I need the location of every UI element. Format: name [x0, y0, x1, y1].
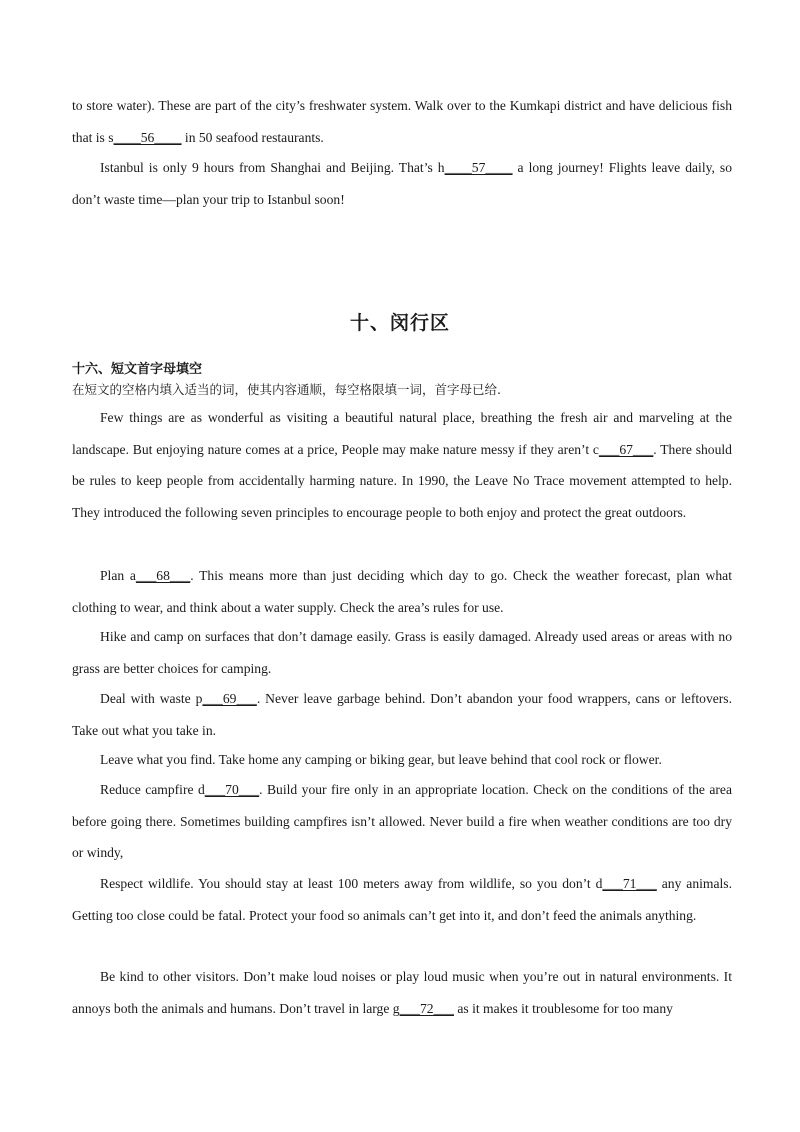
section-instruction: 在短文的空格内填入适当的词，使其内容通顺，每空格限填一词，首字母已给. — [72, 382, 501, 397]
text-segment: Deal with waste p — [100, 691, 203, 706]
passage-paragraph-6 — [72, 774, 732, 869]
blank-71: ___71___ — [602, 876, 657, 891]
passage-paragraph-4 — [72, 683, 732, 746]
section-title: 十六、短文首字母填空 — [72, 362, 203, 377]
text-segment: as it makes it troublesome for too many — [453, 1000, 673, 1016]
text-segment: . Never leave garbage behind. Don’t abandon your food wrappers, cans or leftovers. Take out what you take in. — [72, 691, 732, 738]
district-heading: 十、闵行区 — [349, 312, 450, 334]
continuation-paragraph-1 — [72, 90, 732, 153]
text-segment: Few things are as wonderful as visiting a beautiful natural place, breathing the fresh air and marveling at the landscape. But enjoying nature comes at a price, People may make nature messy if they aren’t c — [72, 410, 732, 457]
blank-57: ____57____ — [444, 160, 513, 175]
blank-70: ___70___ — [204, 782, 260, 797]
text-segment: Plan a — [100, 568, 136, 583]
blank-69: ___69___ — [202, 691, 257, 706]
passage-paragraph-2 — [72, 560, 732, 623]
text-segment: Reduce campfire d — [100, 782, 205, 797]
passage-paragraph-7 — [72, 868, 732, 931]
text-segment: Be kind to other visitors. Don’t make loud noises or play loud music when you’re out in natural environments. It annoys both the animals and humans. Don’t travel in large g — [72, 969, 732, 1016]
text-segment: to store water). These are part of the city’s freshwater system. Walk over to the Kumkapi district and have delicious fish that is s — [72, 98, 732, 145]
text-segment: in 50 seafood restaurants. — [181, 129, 324, 145]
passage-paragraph-1 — [72, 402, 732, 528]
blank-56: ____56____ — [113, 129, 182, 145]
blank-67: ___67___ — [598, 441, 654, 457]
text-segment: . Build your fire only in an appropriate location. Check on the conditions of the area before going there. Sometimes building campfires isn’t allowed. Never build a fire when weather conditions are too dry or windy, — [72, 782, 732, 860]
text-segment: Istanbul is only 9 hours from Shanghai and Beijing. That’s h — [100, 160, 445, 175]
blank-68: ___68___ — [135, 568, 191, 583]
blank-72: ___72___ — [399, 1000, 454, 1016]
passage-paragraph-5: Leave what you find. Take home any camping or biking gear, but leave behind that cool rock or flower. — [100, 752, 662, 767]
text-segment: . There should be rules to keep people from accidentally harming nature. In 1990, the Leave No Trace movement attempted to help. They introduced the following seven principles to encourage people to both enjoy and protect the great outdoors. — [72, 441, 732, 520]
text-segment: . This means more than just deciding which day to go. Check the weather forecast, plan what clothing to wear, and think about a water supply. Check the area’s rules for use. — [72, 568, 732, 615]
text-segment: Respect wildlife. You should stay at least 100 meters away from wildlife, so you don’t d — [100, 876, 603, 891]
continuation-paragraph-2 — [72, 152, 732, 215]
passage-paragraph-8 — [72, 961, 732, 1024]
text-segment: any animals. Getting too close could be fatal. Protect your food so animals can’t get into it, and don’t feed the animals anything. — [72, 876, 732, 923]
passage-paragraph-3: Hike and camp on surfaces that don’t damage easily. Grass is easily damaged. Already used areas or areas with no grass are better choices for camping. — [72, 629, 732, 676]
text-segment: a long journey! Flights leave daily, so don’t waste time—plan your trip to Istanbul soon! — [72, 160, 732, 207]
